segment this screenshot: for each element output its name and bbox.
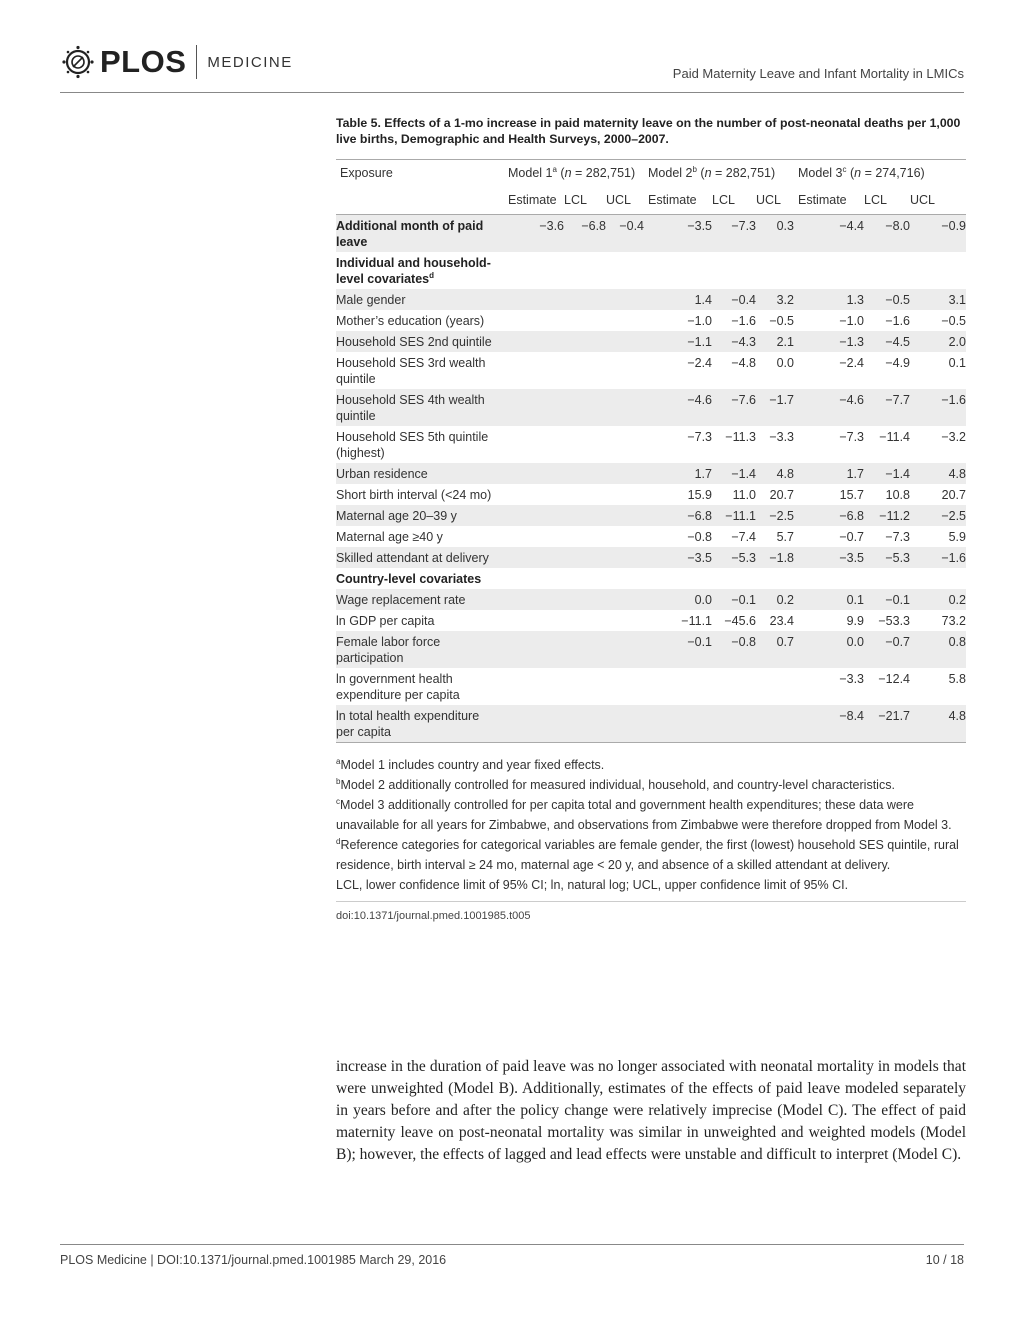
value-cell: 11.0 <box>732 488 756 502</box>
value-cell <box>564 505 606 526</box>
value-cell <box>606 310 644 331</box>
model-header <box>644 160 794 187</box>
column-subheader: Estimate <box>794 186 864 215</box>
value-cell <box>606 568 644 589</box>
value-cell <box>712 668 756 705</box>
table-row <box>336 526 966 547</box>
value-cell: −1.0 <box>687 314 712 328</box>
value-cell <box>606 589 644 610</box>
value-cell: 3.2 <box>756 289 794 310</box>
logo-divider <box>196 45 197 79</box>
value-cell: −4.9 <box>885 356 910 370</box>
value-cell: 20.7 <box>941 488 966 502</box>
value-cell: 1.3 <box>794 289 864 310</box>
model-label: Model 2 <box>648 166 693 180</box>
value-cell: −2.4 <box>687 356 712 370</box>
table-row <box>336 668 966 705</box>
value-cell <box>644 252 712 289</box>
value-cell: 5.9 <box>948 530 966 544</box>
value-cell: −0.5 <box>864 289 910 310</box>
row-label <box>336 215 504 253</box>
model-header <box>794 160 966 187</box>
footnote <box>336 835 966 875</box>
footnote-text: Reference categories for categorical variables are female gender, the first (lowest) household SES quintile, rural residence, birth interval ≥ 24 mo, maternal age < 20 y, and absence of a skilled attendant at delivery. <box>336 838 959 872</box>
table-subheader-row <box>336 186 966 215</box>
value-cell <box>864 252 910 289</box>
value-cell: −4.3 <box>712 331 756 352</box>
value-cell: −6.8 <box>794 505 864 526</box>
row-label <box>336 252 504 289</box>
table-row <box>336 310 966 331</box>
value-cell: −53.3 <box>878 614 910 628</box>
value-cell: −7.7 <box>864 389 910 426</box>
column-subheader: Estimate <box>644 186 712 215</box>
value-cell: 4.8 <box>910 705 966 743</box>
row-label <box>336 426 504 463</box>
row-label <box>336 310 504 331</box>
value-cell <box>864 568 910 589</box>
value-cell: −0.7 <box>839 530 864 544</box>
column-subheader: LCL <box>564 186 606 215</box>
row-label <box>336 463 504 484</box>
value-cell: −5.3 <box>712 547 756 568</box>
value-cell <box>756 252 794 289</box>
row-label <box>336 547 504 568</box>
value-cell <box>504 631 564 668</box>
value-cell: −7.3 <box>839 430 864 444</box>
value-cell <box>564 526 606 547</box>
row-label <box>336 631 504 668</box>
page-header <box>60 44 964 93</box>
row-label <box>336 352 504 389</box>
row-label-text: Mother’s education (years) <box>336 314 485 328</box>
value-cell: −21.7 <box>864 705 910 743</box>
value-cell: −8.0 <box>864 215 910 253</box>
value-cell: 0.2 <box>756 589 794 610</box>
value-cell: 4.8 <box>910 463 966 484</box>
row-label-text: Skilled attendant at delivery <box>336 551 489 565</box>
value-cell <box>504 610 564 631</box>
value-cell: −1.4 <box>864 463 910 484</box>
row-label-text: Male gender <box>336 293 406 307</box>
footnote-text: LCL, lower confidence limit of 95% CI; ln, natural log; UCL, upper confidence limit of 95% CI. <box>336 878 849 892</box>
value-cell <box>564 547 606 568</box>
footnote <box>336 775 966 795</box>
value-cell: −3.3 <box>769 430 794 444</box>
value-cell: 10.8 <box>885 488 910 502</box>
value-cell <box>564 631 606 668</box>
model-header <box>504 160 644 187</box>
value-cell: −0.5 <box>941 314 966 328</box>
value-cell: 5.7 <box>776 530 794 544</box>
footnote <box>336 755 966 775</box>
value-cell: 4.8 <box>756 463 794 484</box>
value-cell <box>504 589 564 610</box>
value-cell: −3.5 <box>794 547 864 568</box>
value-cell <box>756 705 794 743</box>
row-label <box>336 610 504 631</box>
row-label-text: Female labor force participation <box>336 635 441 665</box>
value-cell: −0.4 <box>712 289 756 310</box>
table-caption: Table 5. Effects of a 1-mo increase in paid maternity leave on the number of post-neonatal deaths per 1,000 live births, Demographic and Health Surveys, 2000–2007. <box>336 116 961 146</box>
row-label-text: Short birth interval (<24 mo) <box>336 488 492 502</box>
value-cell: −5.3 <box>864 547 910 568</box>
table-row <box>336 631 966 668</box>
value-cell: −3.5 <box>644 215 712 253</box>
value-cell: −7.4 <box>731 530 756 544</box>
value-cell <box>910 568 966 589</box>
value-cell: −4.6 <box>794 389 864 426</box>
table-row <box>336 331 966 352</box>
table-row <box>336 252 966 289</box>
footnote-marker: c <box>336 796 340 806</box>
value-cell <box>504 426 564 463</box>
value-cell: −1.4 <box>712 463 756 484</box>
table-row <box>336 389 966 426</box>
value-cell: −0.1 <box>712 589 756 610</box>
value-cell <box>606 610 644 631</box>
value-cell <box>794 252 864 289</box>
value-cell <box>504 568 564 589</box>
column-subheader: UCL <box>756 186 794 215</box>
footnote-marker: d <box>336 836 341 846</box>
value-cell: 3.1 <box>910 289 966 310</box>
row-label-text: Additional month of paid leave <box>336 219 484 249</box>
value-cell <box>504 526 564 547</box>
results-table <box>336 159 966 743</box>
value-cell: 0.1 <box>948 356 966 370</box>
row-label-text: Urban residence <box>336 467 428 481</box>
column-subheader: LCL <box>712 186 756 215</box>
value-cell <box>644 705 712 743</box>
value-cell <box>504 547 564 568</box>
row-label-text: Household SES 2nd quintile <box>336 335 492 349</box>
table-row <box>336 215 966 253</box>
value-cell: −0.1 <box>864 589 910 610</box>
value-cell <box>644 668 712 705</box>
footnote <box>336 795 966 835</box>
value-cell: −0.4 <box>606 215 644 253</box>
table-footnotes <box>336 755 966 895</box>
page-number: 10 / 18 <box>925 1253 964 1267</box>
value-cell <box>564 289 606 310</box>
row-label-text: Maternal age ≥40 y <box>336 530 443 544</box>
value-cell <box>712 252 756 289</box>
value-cell <box>504 252 564 289</box>
value-cell <box>504 310 564 331</box>
value-cell: −11.4 <box>879 430 910 444</box>
model-footnote-marker: a <box>552 164 557 174</box>
row-label-text: ln government health expenditure per capita <box>336 672 460 702</box>
value-cell: −11.3 <box>725 430 756 444</box>
running-title: Paid Maternity Leave and Infant Mortality in LMICs <box>672 66 964 81</box>
model-n-symbol: n <box>704 166 712 180</box>
column-subheader: Estimate <box>504 186 564 215</box>
plos-logo-icon <box>60 44 96 80</box>
value-cell: 15.9 <box>687 488 712 502</box>
value-cell: 0.0 <box>776 356 794 370</box>
value-cell <box>606 668 644 705</box>
footnote <box>336 875 966 895</box>
model-n-value: = 282,751) <box>571 166 636 180</box>
row-label <box>336 484 504 505</box>
value-cell <box>504 289 564 310</box>
value-cell: 2.0 <box>910 331 966 352</box>
value-cell: 73.2 <box>941 614 966 628</box>
value-cell: −0.5 <box>769 314 794 328</box>
exposure-header: Exposure <box>336 160 504 187</box>
table-header-row <box>336 160 966 187</box>
value-cell <box>910 252 966 289</box>
value-cell <box>606 705 644 743</box>
value-cell: 1.7 <box>794 463 864 484</box>
value-cell <box>564 310 606 331</box>
value-cell <box>504 352 564 389</box>
row-label-text: ln total health expenditure per capita <box>336 709 480 739</box>
value-cell: −0.8 <box>712 631 756 668</box>
model-n-prefix: ( <box>560 166 565 180</box>
model-footnote-marker: b <box>692 164 697 174</box>
value-cell: 0.8 <box>910 631 966 668</box>
value-cell: −4.4 <box>794 215 864 253</box>
value-cell: 23.4 <box>769 614 794 628</box>
value-cell: 0.0 <box>794 631 864 668</box>
value-cell: −12.4 <box>878 672 910 686</box>
value-cell: −0.9 <box>910 215 966 253</box>
value-cell: −11.1 <box>681 614 712 628</box>
column-subheader: UCL <box>910 186 966 215</box>
column-subheader: LCL <box>864 186 910 215</box>
value-cell: 0.3 <box>756 215 794 253</box>
value-cell: 0.1 <box>794 589 864 610</box>
value-cell: 2.1 <box>756 331 794 352</box>
table-row <box>336 505 966 526</box>
model-n-prefix: ( <box>700 166 705 180</box>
value-cell <box>564 426 606 463</box>
value-cell: −1.1 <box>644 331 712 352</box>
model-label: Model 3 <box>798 166 843 180</box>
value-cell: 1.7 <box>644 463 712 484</box>
value-cell <box>504 463 564 484</box>
row-label-text: Household SES 5th quintile (highest) <box>336 430 489 460</box>
value-cell <box>606 526 644 547</box>
row-footnote-marker: d <box>429 270 435 280</box>
value-cell <box>712 568 756 589</box>
value-cell <box>794 568 864 589</box>
value-cell <box>606 505 644 526</box>
page-footer <box>60 1244 964 1275</box>
value-cell: 1.4 <box>644 289 712 310</box>
row-label-text: Maternal age 20–39 y <box>336 509 457 523</box>
value-cell <box>504 389 564 426</box>
value-cell <box>606 463 644 484</box>
value-cell <box>606 252 644 289</box>
empty-header-cell <box>336 186 504 215</box>
value-cell: −1.6 <box>910 389 966 426</box>
value-cell: −2.5 <box>910 505 966 526</box>
footnote-marker: b <box>336 776 341 786</box>
row-label <box>336 389 504 426</box>
value-cell <box>504 668 564 705</box>
value-cell: −45.6 <box>724 614 756 628</box>
value-cell <box>606 289 644 310</box>
value-cell: −4.8 <box>731 356 756 370</box>
footer-citation: PLOS Medicine | DOI:10.1371/journal.pmed.1001985 March 29, 2016 <box>60 1253 447 1267</box>
row-label <box>336 331 504 352</box>
value-cell: −0.8 <box>687 530 712 544</box>
value-cell: −3.2 <box>941 430 966 444</box>
row-label <box>336 526 504 547</box>
value-cell <box>504 484 564 505</box>
model-n-prefix: ( <box>849 166 855 180</box>
table-container <box>336 116 966 922</box>
value-cell: −1.6 <box>731 314 756 328</box>
table-row <box>336 610 966 631</box>
model-n-symbol: n <box>854 166 862 180</box>
row-label <box>336 705 504 743</box>
value-cell: −4.5 <box>864 331 910 352</box>
value-cell: −7.3 <box>712 215 756 253</box>
value-cell: −1.0 <box>839 314 864 328</box>
table-row <box>336 568 966 589</box>
value-cell <box>504 505 564 526</box>
value-cell <box>564 331 606 352</box>
journal-name: MEDICINE <box>207 53 293 71</box>
value-cell <box>606 331 644 352</box>
table-body <box>336 215 966 743</box>
value-cell: −3.5 <box>644 547 712 568</box>
value-cell: 0.0 <box>644 589 712 610</box>
row-label <box>336 568 504 589</box>
value-cell: 20.7 <box>769 488 794 502</box>
value-cell: −7.3 <box>885 530 910 544</box>
table-row <box>336 289 966 310</box>
value-cell <box>606 484 644 505</box>
value-cell <box>564 668 606 705</box>
row-label <box>336 505 504 526</box>
value-cell: −7.3 <box>687 430 712 444</box>
model-n-value: = 282,751) <box>711 166 776 180</box>
value-cell: −3.3 <box>839 672 864 686</box>
value-cell: −1.6 <box>910 547 966 568</box>
value-cell: −1.3 <box>794 331 864 352</box>
value-cell <box>564 389 606 426</box>
row-label-text: Country-level covariates <box>336 572 482 586</box>
value-cell <box>644 568 712 589</box>
value-cell: 15.7 <box>839 488 864 502</box>
row-label <box>336 289 504 310</box>
footnote-text: Model 3 additionally controlled for per capita total and government health expenditures; these data were unavailable for all years for Zimbabwe, and observations from Zimbabwe were therefore dropped from Model 3. <box>336 798 952 832</box>
body-paragraph: increase in the duration of paid leave was no longer associated with neonatal mortality in models that were unweighted (Model B). Additionally, estimates of the effects of paid leave modeled separately in years before and after the policy change were relatively imprecise (Model C). The effect of paid maternity leave on post-neonatal mortality was similar in unweighted and weighted models (Model B); however, the effects of lagged and lead effects were unstable and difficult to interpret (Model C). <box>336 1058 966 1163</box>
table-row <box>336 705 966 743</box>
model-n-value: = 274,716) <box>861 166 925 180</box>
value-cell <box>606 352 644 389</box>
value-cell: −2.4 <box>839 356 864 370</box>
value-cell <box>564 352 606 389</box>
value-cell <box>606 426 644 463</box>
value-cell <box>756 568 794 589</box>
model-footnote-marker: c <box>842 164 847 174</box>
model-n-symbol: n <box>564 166 572 180</box>
value-cell: −0.1 <box>644 631 712 668</box>
table-row <box>336 352 966 389</box>
logo-wordmark: PLOS <box>100 44 187 79</box>
value-cell: −0.7 <box>864 631 910 668</box>
plos-logo <box>60 44 293 80</box>
row-label <box>336 668 504 705</box>
table-doi: doi:10.1371/journal.pmed.1001985.t005 <box>336 901 966 922</box>
value-cell: −8.4 <box>794 705 864 743</box>
table-row <box>336 547 966 568</box>
value-cell: −4.6 <box>644 389 712 426</box>
column-subheader: UCL <box>606 186 644 215</box>
table-row <box>336 589 966 610</box>
value-cell: 9.9 <box>846 614 864 628</box>
value-cell: 0.2 <box>910 589 966 610</box>
value-cell <box>564 484 606 505</box>
value-cell: −6.8 <box>564 215 606 253</box>
value-cell <box>606 547 644 568</box>
row-label <box>336 589 504 610</box>
value-cell <box>564 568 606 589</box>
value-cell: −11.2 <box>864 505 910 526</box>
footnote-text: Model 2 additionally controlled for measured individual, household, and country-level characteristics. <box>340 778 895 792</box>
value-cell <box>564 705 606 743</box>
value-cell <box>564 463 606 484</box>
value-cell: −6.8 <box>644 505 712 526</box>
value-cell: −1.7 <box>756 389 794 426</box>
value-cell <box>606 631 644 668</box>
value-cell: −7.6 <box>712 389 756 426</box>
row-label-text: Household SES 4th wealth quintile <box>336 393 485 423</box>
table-row <box>336 463 966 484</box>
value-cell: −2.5 <box>756 505 794 526</box>
value-cell <box>564 610 606 631</box>
value-cell <box>564 589 606 610</box>
value-cell <box>712 705 756 743</box>
value-cell <box>504 705 564 743</box>
value-cell <box>504 331 564 352</box>
value-cell: −1.6 <box>885 314 910 328</box>
row-label-text: Individual and household-level covariates <box>336 256 491 286</box>
value-cell <box>564 252 606 289</box>
row-label-text: Household SES 3rd wealth quintile <box>336 356 486 386</box>
value-cell: −1.8 <box>756 547 794 568</box>
footnote-text: Model 1 includes country and year fixed effects. <box>340 758 605 772</box>
value-cell: 5.8 <box>948 672 966 686</box>
value-cell <box>756 668 794 705</box>
footnote-marker: a <box>336 756 341 766</box>
model-label: Model 1 <box>508 166 553 180</box>
row-label-text: ln GDP per capita <box>336 614 435 628</box>
table-row <box>336 484 966 505</box>
row-label-text: Wage replacement rate <box>336 593 466 607</box>
value-cell: −11.1 <box>712 505 756 526</box>
table-row <box>336 426 966 463</box>
value-cell: 0.7 <box>756 631 794 668</box>
value-cell <box>606 389 644 426</box>
value-cell: −3.6 <box>504 215 564 253</box>
